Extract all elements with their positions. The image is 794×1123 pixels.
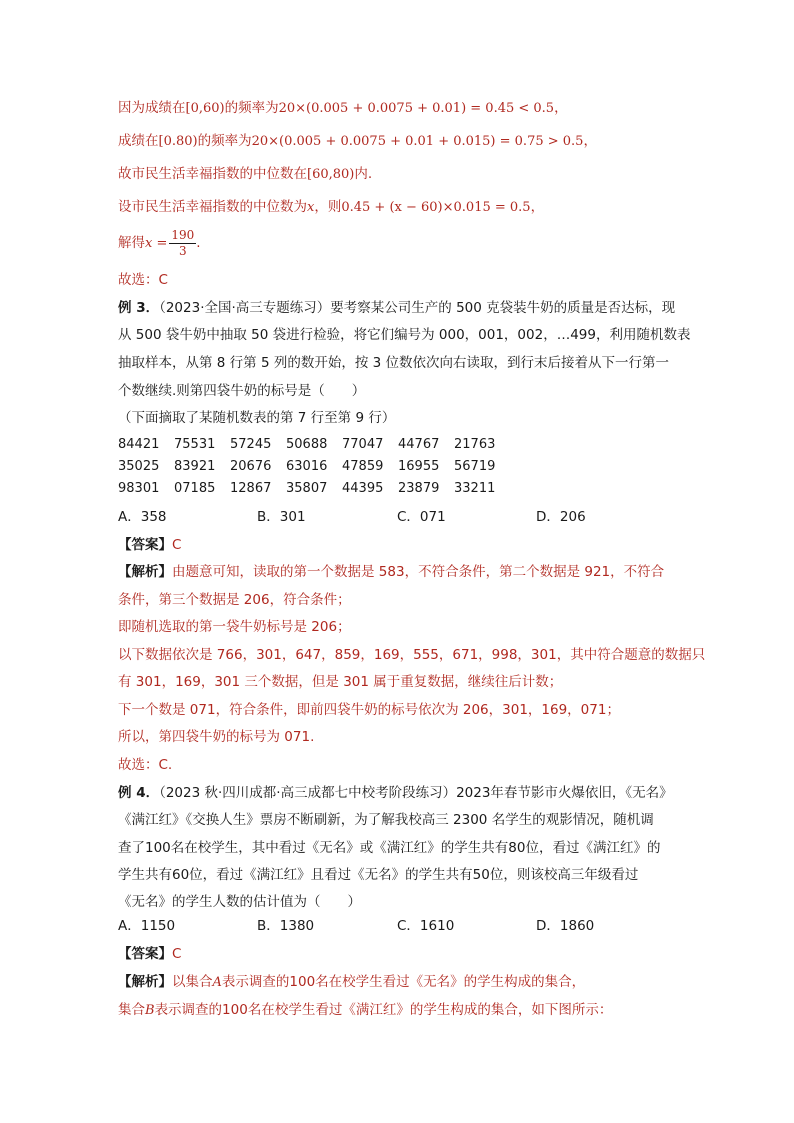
answer-value: C	[172, 537, 182, 553]
solution-line-1	[118, 98, 568, 119]
text: ；	[337, 619, 351, 635]
number: 206，301，169，071	[462, 702, 607, 718]
text: 故市民生活幸福指数的中位数在	[118, 166, 307, 182]
analysis-line-8: 故选：C.	[118, 757, 173, 773]
math: [60,80)	[307, 167, 355, 182]
table-cell: 20676	[230, 459, 272, 474]
number: 206	[243, 592, 270, 608]
text: ，其中符合题意的数据只	[556, 647, 706, 663]
answer-label: 【答案】	[118, 946, 172, 962]
text: 成绩在	[118, 133, 159, 149]
text: 条件，第三个数据是	[118, 592, 244, 608]
numerator: 190	[171, 227, 195, 242]
example-3-line-4: 个数继续.则第四袋牛奶的标号是（ ）	[118, 383, 366, 399]
example-4-line-4: 学生共有60位，看过《满江红》且看过《无名》的学生共有50位，则该校高三年级看过	[118, 867, 639, 883]
text: 属于重复数据，继续往后计数；	[368, 674, 563, 690]
text: 由题意可知，读取的第一个数据是	[172, 564, 379, 580]
table-cell: 47859	[342, 459, 384, 474]
choice-line: 故选：C	[118, 272, 168, 288]
text: 因为成绩在	[118, 100, 186, 116]
text: 三个数据，但是	[240, 674, 344, 690]
analysis-line-1	[118, 562, 664, 582]
option-d: D．206	[536, 509, 586, 525]
analysis-line-7	[118, 727, 314, 747]
text: ，	[583, 133, 597, 149]
number: 766，301，647，859，169，555，671，998，301	[216, 647, 557, 663]
answer-value: C	[172, 946, 182, 962]
table-cell: 63016	[286, 459, 328, 474]
table-cell: 75531	[174, 437, 216, 452]
text: 的频率为	[197, 133, 252, 149]
question-text: 要考察某公司生产的 500 克袋装牛奶的质量是否达标，现	[330, 300, 676, 316]
example-4-line-5: 《无名》的学生人数的估计值为（ ）	[118, 894, 361, 910]
text: ；	[606, 702, 620, 718]
text: 表示调查的100名在校学生看过《无名》的学生构成的集合，	[221, 974, 586, 990]
random-table-row	[118, 435, 510, 455]
math: [0.80)	[158, 134, 198, 149]
number: 583	[378, 564, 405, 580]
text: ，	[554, 100, 568, 116]
text: ，	[530, 199, 545, 215]
table-cell: 44767	[398, 437, 440, 452]
analysis-line-6	[118, 700, 620, 720]
text: 所以，第四袋牛奶的标号为	[118, 729, 285, 745]
table-cell: 77047	[342, 437, 384, 452]
fraction	[169, 228, 196, 259]
analysis-line-1	[118, 972, 585, 993]
table-cell: 35025	[118, 459, 160, 474]
text: 表示调查的100名在校学生看过《满江红》的学生构成的集合，如下图所示：	[154, 1002, 613, 1018]
analysis-line-3	[118, 617, 351, 637]
text: 有	[118, 674, 136, 690]
option-b: B．1380	[257, 918, 315, 934]
analysis-line-5	[118, 672, 562, 692]
number: 921	[584, 564, 611, 580]
math: x =	[145, 236, 168, 251]
option-a: A．1150	[118, 918, 176, 934]
text: .	[196, 235, 201, 251]
example-4-line-2: 《满江红》《交换人生》票房不断刷新，为了解我校高三 2300 名学生的观影情况，随机调	[118, 812, 654, 828]
analysis-label: 【解析】	[118, 564, 172, 580]
text: 以集合	[172, 974, 213, 990]
solution-line-3	[118, 164, 372, 185]
number: 301，169，301	[135, 674, 241, 690]
option-b: B．301	[257, 509, 306, 525]
random-table-row	[118, 457, 510, 477]
analysis-line-4	[118, 645, 705, 665]
example-title: 例 4．	[118, 785, 160, 801]
solution-line-4	[118, 197, 544, 218]
math: x	[307, 200, 315, 215]
math: 20×(0.005 + 0.0075 + 0.01 + 0.015) = 0.75 > 0.5	[251, 134, 584, 149]
number: 071	[189, 702, 216, 718]
text: 设市民生活幸福指数的中位数为	[118, 199, 307, 215]
text: 解得	[118, 235, 145, 251]
number: 071	[284, 729, 311, 745]
number: 206	[311, 619, 338, 635]
analysis-label: 【解析】	[118, 974, 172, 990]
text: 即随机选取的第一袋牛奶标号是	[118, 619, 312, 635]
random-table-row	[118, 479, 510, 499]
table-cell: 50688	[286, 437, 328, 452]
solution-line-2	[118, 131, 597, 152]
number: 301	[343, 674, 369, 690]
table-cell: 84421	[118, 437, 160, 452]
table-note: （下面摘取了某随机数表的第 7 行至第 9 行）	[118, 410, 396, 426]
table-cell: 23879	[398, 481, 440, 496]
math: B	[145, 1003, 155, 1018]
text: ，符合条件；	[269, 592, 351, 608]
table-cell: 16955	[398, 459, 440, 474]
solution-line-5	[118, 226, 201, 261]
text: ，不符合	[610, 564, 665, 580]
option-c: C．071	[397, 509, 446, 525]
text: ，符合条件，即前四袋牛奶的标号依次为	[215, 702, 463, 718]
table-cell: 83921	[174, 459, 216, 474]
option-a: A．358	[118, 509, 167, 525]
option-c: C．1610	[397, 918, 455, 934]
analysis-line-2	[118, 1000, 612, 1021]
table-cell: 35807	[286, 481, 328, 496]
table-cell: 57245	[230, 437, 272, 452]
table-cell: 33211	[454, 481, 496, 496]
text: .	[310, 729, 315, 745]
text: 内.	[354, 166, 373, 182]
example-title: 例 3．	[118, 300, 160, 316]
option-d: D．1860	[536, 918, 595, 934]
example-3-line-2: 从 500 袋牛奶中抽取 50 袋进行检验，将它们编号为 000，001，002，…499，利用随机数表	[118, 327, 691, 343]
example-3-line-3: 抽取样本，从第 8 行第 5 列的数开始，按 3 位数依次向右读取，到行末后接着从下一行第一	[118, 355, 670, 371]
table-cell: 98301	[118, 481, 160, 496]
example-4-line-1	[118, 783, 673, 803]
math: 20×(0.005 + 0.0075 + 0.01) = 0.45 < 0.5	[278, 101, 555, 116]
source-tag: （2023·全国·高三专题练习）	[159, 300, 331, 316]
text: ，不符合条件，第二个数据是	[404, 564, 585, 580]
math: [0,60)	[185, 101, 225, 116]
math: 0.45 + (x − 60)×0.015 = 0.5	[341, 200, 531, 215]
answer-label: 【答案】	[118, 537, 172, 553]
example-3-line-1	[118, 298, 675, 318]
table-cell: 44395	[342, 481, 384, 496]
answer-line	[118, 535, 181, 555]
text: 下一个数是	[118, 702, 190, 718]
table-cell: 56719	[454, 459, 496, 474]
math: A	[212, 975, 222, 990]
table-cell: 21763	[454, 437, 496, 452]
text: 以下数据依次是	[118, 647, 217, 663]
text: 的频率为	[224, 100, 279, 116]
source-tag: （2023 秋·四川成都·高三成都七中校考阶段练习）	[159, 785, 457, 801]
example-4-line-3: 查了100名在校学生，其中看过《无名》或《满江红》的学生共有80位，看过《满江红》的	[118, 840, 661, 856]
table-cell: 12867	[230, 481, 272, 496]
text: ，则	[314, 199, 342, 215]
analysis-line-2	[118, 590, 351, 610]
denominator: 3	[178, 243, 187, 258]
question-text: 2023年春节影市火爆依旧，《无名》	[456, 785, 673, 801]
table-cell: 07185	[174, 481, 216, 496]
answer-line	[118, 944, 181, 964]
text: 集合	[118, 1002, 145, 1018]
